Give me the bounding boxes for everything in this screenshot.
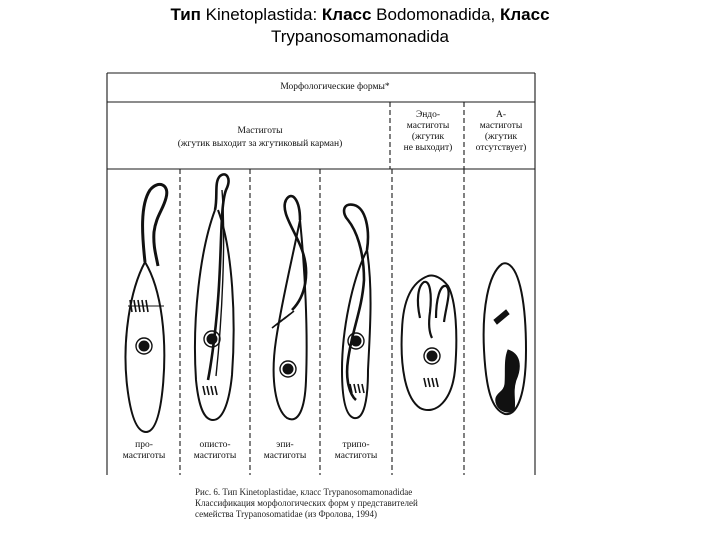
amast-line-2: мастиготы xyxy=(479,121,523,131)
title-part-5: Класс xyxy=(499,5,550,24)
figure-caption xyxy=(195,487,470,520)
form-1-line-1: описто- xyxy=(199,440,231,450)
form-2-line-2: мастиготы xyxy=(263,451,307,461)
amast-line-4: отсутствует) xyxy=(475,143,527,153)
caption-line-1: Рис. 6. Тип Kinetoplastidae, класс Trypanosomamonadidae xyxy=(195,487,413,497)
trypomastigote-cell xyxy=(342,205,371,419)
form-3-line-2: мастиготы xyxy=(334,451,378,461)
caption-line-2: Классификация морфологических форм у представителей xyxy=(195,498,418,508)
form-3-line-1: трипо- xyxy=(342,440,370,450)
caption-line-3: семейства Trypanosomatidae (из Фролова, 1994) xyxy=(195,509,378,519)
promastigote-cell xyxy=(126,184,167,432)
title-part-3: Класс xyxy=(321,5,377,24)
form-label-epimastigoty xyxy=(252,440,318,462)
epimastigote-cell xyxy=(272,196,307,419)
endo-line-2: мастиготы xyxy=(406,121,450,131)
endomastigote-cell xyxy=(402,275,457,410)
amastigote-cell xyxy=(484,263,526,414)
title-line-2: Trypanosomamonadida xyxy=(271,27,449,46)
form-label-promastigoty xyxy=(112,440,176,462)
title-part-1: Тип xyxy=(170,5,206,24)
mastigoty-heading: Мастиготы xyxy=(237,126,283,136)
form-label-tripomastigoty xyxy=(322,440,390,462)
endomastigoty-heading xyxy=(392,110,464,154)
amast-line-1: А- xyxy=(495,110,507,120)
form-0-line-1: про- xyxy=(135,440,153,450)
endo-line-1: Эндо- xyxy=(415,110,441,120)
mastigoty-subheading: (жгутик выходит за жгутиковый карман) xyxy=(177,139,343,149)
header-morphological-forms: Морфологические формы* xyxy=(280,82,390,92)
form-2-line-1: эпи- xyxy=(276,440,294,450)
amast-line-3: (жгутик xyxy=(484,132,518,142)
title-part-2: Kinetoplastida: xyxy=(205,5,322,24)
endo-line-4: не выходит) xyxy=(403,143,453,153)
opisthomastigote-cell xyxy=(195,174,234,420)
endo-line-3: (жгутик xyxy=(411,132,445,142)
amastigoty-heading xyxy=(465,110,537,154)
form-1-line-2: мастиготы xyxy=(193,451,237,461)
title-part-4: Bodomonadida, xyxy=(376,5,500,24)
form-label-opistomastigoty xyxy=(182,440,248,462)
form-0-line-2: мастиготы xyxy=(122,451,166,461)
